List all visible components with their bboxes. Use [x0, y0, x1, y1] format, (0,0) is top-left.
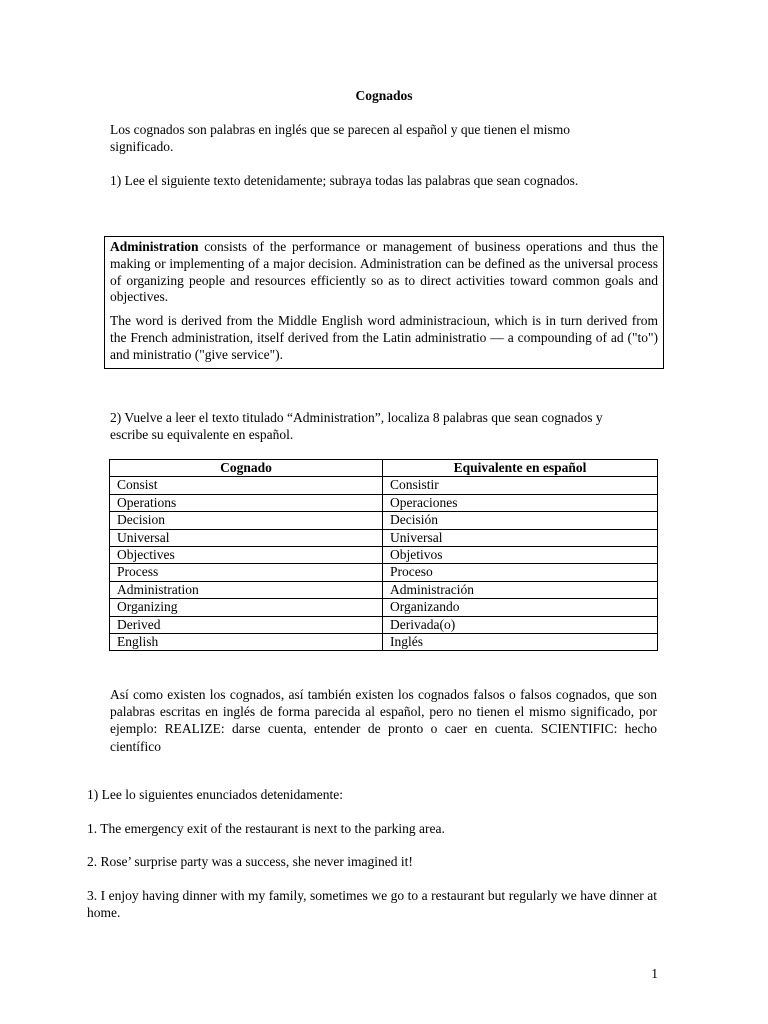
equivalent-cell: Operaciones: [383, 494, 658, 511]
passage-box: [104, 236, 664, 369]
header-equivalente: Equivalente en español: [383, 460, 658, 477]
page-title: Cognados: [355, 88, 413, 103]
cognate-cell: English: [110, 634, 383, 651]
cognate-cell: Operations: [110, 494, 383, 511]
sentence-3: 3. I enjoy having dinner with my family, sometimes we go to a restaurant but regularly we have dinner at home.: [87, 888, 657, 920]
table-row: [110, 564, 658, 581]
equivalent-cell: Proceso: [383, 564, 658, 581]
table-row: [110, 547, 658, 564]
cognate-cell: Decision: [110, 512, 383, 529]
table-row: [110, 477, 658, 494]
table-row: [110, 494, 658, 511]
equivalent-cell: Consistir: [383, 477, 658, 494]
instruction-3: 1) Lee lo siguientes enunciados detenidamente:: [87, 787, 344, 802]
cognate-cell: Universal: [110, 529, 383, 546]
intro-paragraph: Los cognados son palabras en inglés que se parecen al español y que tienen el mismo significado.: [110, 122, 570, 154]
table-row: [110, 616, 658, 633]
table-header-row: [110, 460, 658, 477]
page-number: 1: [651, 966, 658, 981]
table-row: [110, 581, 658, 598]
passage-paragraph-2: The word is derived from the Middle English word administracioun, which is in turn derived from the French administration, itself derived from the Latin administratio — a compounding of ad ("to") and ministratio ("give service").: [110, 313, 658, 362]
equivalent-cell: Inglés: [383, 634, 658, 651]
cognates-table: [109, 459, 658, 651]
cognate-cell: Consist: [110, 477, 383, 494]
equivalent-cell: Derivada(o): [383, 616, 658, 633]
passage-paragraph-1: [110, 239, 658, 306]
header-cognado: Cognado: [110, 460, 383, 477]
equivalent-cell: Administración: [383, 581, 658, 598]
cognate-cell: Process: [110, 564, 383, 581]
table-row: [110, 599, 658, 616]
equivalent-cell: Universal: [383, 529, 658, 546]
table-row: [110, 634, 658, 651]
cognate-cell: Organizing: [110, 599, 383, 616]
instruction-2: 2) Vuelve a leer el texto titulado “Administration”, localiza 8 palabras que sean cognados y escribe su equivalente en español.: [110, 410, 603, 442]
cognate-cell: Administration: [110, 581, 383, 598]
cognate-cell: Objectives: [110, 547, 383, 564]
false-cognates-paragraph: Así como existen los cognados, así también existen los cognados falsos o falsos cognados, que son palabras escritas en inglés de forma parecida al español, pero no tienen el mismo significado, por ejemplo: REALIZE: darse cuenta, entender de pronto o caer en cuenta. SCIENTIFIC: hecho científico: [110, 687, 657, 754]
equivalent-cell: Objetivos: [383, 547, 658, 564]
passage-paragraph-1-text: consists of the performance or management of business operations and thus the making or implementing of a major decision. Administration can be defined as the universal process of organizing people and resources efficiently so as to direct activities toward common goals and objectives.: [110, 239, 658, 305]
passage-lead-word: Administration: [110, 239, 199, 254]
table-row: [110, 512, 658, 529]
sentence-1: 1. The emergency exit of the restaurant is next to the parking area.: [87, 821, 445, 836]
table-row: [110, 529, 658, 546]
sentence-2: 2. Rose’ surprise party was a success, she never imagined it!: [87, 854, 413, 869]
equivalent-cell: Organizando: [383, 599, 658, 616]
equivalent-cell: Decisión: [383, 512, 658, 529]
instruction-1: 1) Lee el siguiente texto detenidamente; subraya todas las palabras que sean cognados.: [110, 173, 579, 188]
cognate-cell: Derived: [110, 616, 383, 633]
